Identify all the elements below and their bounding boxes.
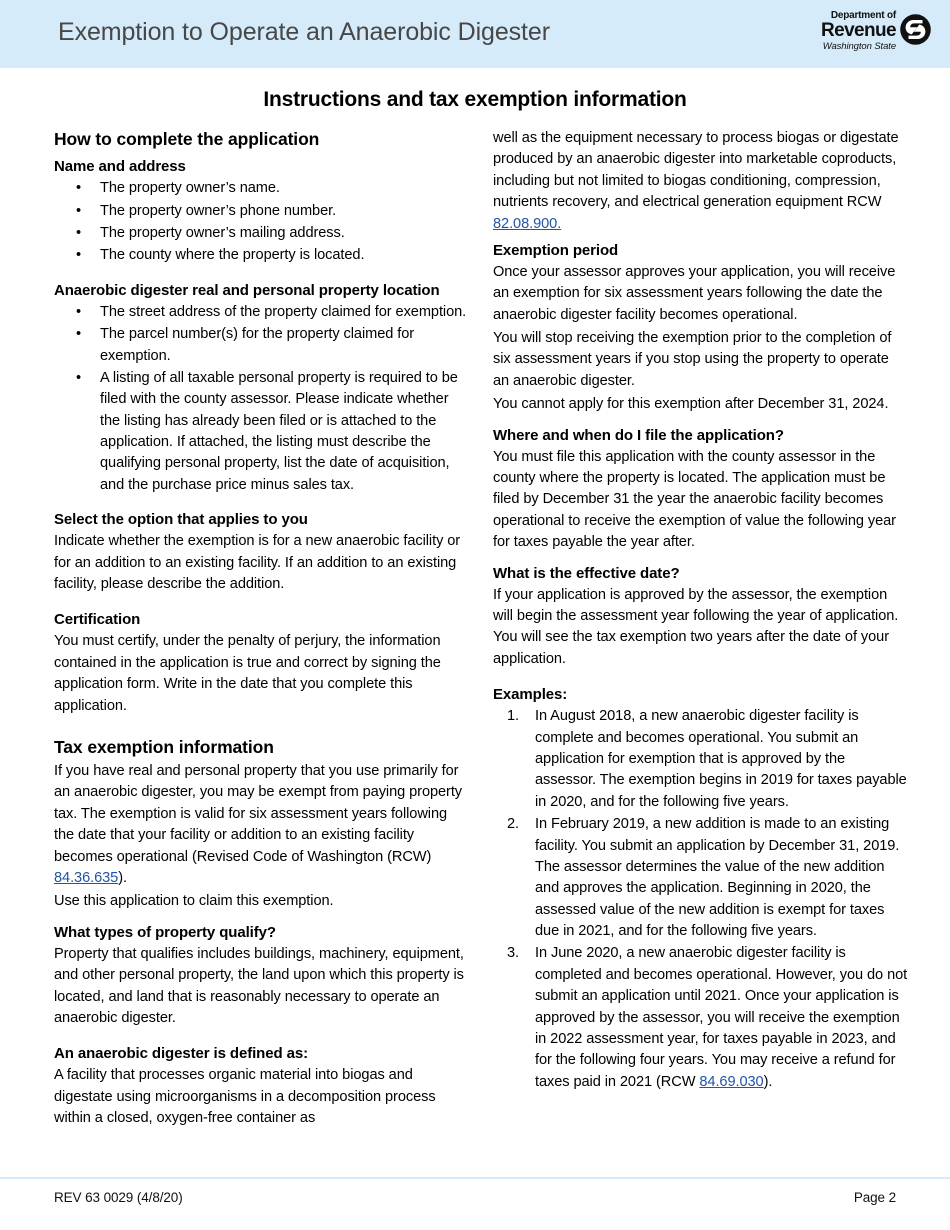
page-title: Instructions and tax exemption information xyxy=(263,88,687,111)
left-column xyxy=(54,128,469,1132)
tax-exemption-body-part2: ). xyxy=(118,869,127,886)
heading-how-to-complete: How to complete the application xyxy=(54,129,320,149)
list-item xyxy=(54,368,469,496)
property-location-bullet-list xyxy=(54,302,469,496)
tax-exemption-information-body xyxy=(54,761,469,889)
heading-exemption-period: Exemption period xyxy=(493,241,619,259)
definition-continued-part1: well as the equipment necessary to process biogas or digestate produced by an anaerobic digester into marketable coproducts, including but not limited to biogas conditioning, compression, nutrients recovery, and electrical generation equipment RCW xyxy=(493,130,899,211)
effective-date-body: If your application is approved by the assessor, the exemption will begin the assessment year following the year of application. You will see the tax exemption two years after the date of your application. xyxy=(493,586,899,667)
page-header-title: Exemption to Operate an Anaerobic Digester xyxy=(58,18,550,46)
exemption-period-line-1: Once your assessor approves your application, you will receive an exemption for six assessment years following the date the anaerobic digester facility becomes operational. xyxy=(493,263,896,323)
exemption-period-line-2: You will stop receiving the exemption prior to the completion of six assessment years if you stop using the property to operate an anaerobic digester. xyxy=(493,330,892,389)
where-and-when-file-body: You must file this application with the county assessor in the county where the property is located. The application must be filed by December 31 the year the anaerobic facility becomes operational to receive the exemption of value the following year for taxes payable the year after. xyxy=(493,448,896,551)
name-and-address-bullet-list xyxy=(54,178,469,267)
exemption-period-line-3: You cannot apply for this exemption after December 31, 2024. xyxy=(493,396,889,413)
list-item: • The property owner’s name. xyxy=(54,178,469,199)
dor-swoosh-icon xyxy=(899,13,932,46)
logo-wordmark xyxy=(821,11,896,52)
rcw-link-84-36-635[interactable]: 84.36.635 xyxy=(54,869,119,886)
definition-continued-body xyxy=(493,128,908,235)
list-item-continuation: and the purchase price minus sales tax. xyxy=(100,476,355,493)
example-3-part1: In June 2020, a new anaerobic digester facility is completed and becomes operational. However, you do not submit an application until 2021. Once your application is approved by the assessor, you will receive the exemption in 2022 assessment year, for taxes payable in 2023, and for the following four years. You may receive a refund for taxes paid in 2021 (RCW xyxy=(535,945,908,1090)
list-item: In February 2019, a new addition is made to an existing facility. You submit an application by December 31, 2019. The assessor determines the value of the new addition and approves the application. Beginning in 2020, the assessed value of the new addition is exempt for taxes due in 2021, and for the following five years. xyxy=(535,816,900,939)
department-of-revenue-logo xyxy=(807,11,932,61)
select-option-body: Indicate whether the exemption is for a new anaerobic facility or for an addition to an existing facility. If an addition to an existing facility, please describe the addition. xyxy=(54,533,461,592)
examples-numbered-list xyxy=(493,706,908,1093)
footer-form-number: REV 63 0029 (4/8/20) xyxy=(54,1190,183,1205)
heading-examples: Examples: xyxy=(493,686,568,704)
list-item: • The property owner’s mailing address. xyxy=(54,223,469,244)
heading-tax-exemption-information: Tax exemption information xyxy=(54,736,274,757)
rcw-link-82-08-900[interactable]: 82.08.900. xyxy=(493,215,562,232)
list-item xyxy=(493,943,908,1093)
rcw-link-84-69-030[interactable]: 84.69.030 xyxy=(699,1073,764,1090)
list-item: • The property owner’s phone number. xyxy=(54,201,469,222)
heading-digester-property-location: Anaerobic digester real and personal property location xyxy=(54,281,440,299)
right-column xyxy=(493,128,908,1094)
logo-revenue-text: Revenue xyxy=(820,20,896,41)
logo-washington-state-text: Washington State xyxy=(822,41,896,53)
example-3-part2: ). xyxy=(763,1073,773,1090)
list-item: In August 2018, a new anaerobic digester facility is complete and becomes operational. You submit an application for exemption that is approved by the assessor. The exemption begins in 2019 for taxes payable in 2020, and for the following five years. xyxy=(535,708,907,810)
list-item: • The street address of the property claimed for exemption. xyxy=(54,302,469,323)
footer-page-number: Page 2 xyxy=(853,1190,896,1205)
page-footer xyxy=(54,1190,896,1205)
heading-effective-date: What is the effective date? xyxy=(493,564,680,582)
heading-where-and-when-file: Where and when do I file the application? xyxy=(493,426,784,444)
tax-exemption-body-part1: If you have real and personal property that you use primarily for an anaerobic digester, you may be exempt from paying property tax. The exemption is valid for six assessment years following the date that your facility or addition to an existing facility becomes operational (Revised Code of Washington (RCW) xyxy=(54,763,463,865)
footer-divider xyxy=(0,1177,950,1179)
list-item-text: A listing of all taxable personal property is required to be filed with the county assessor. Please indicate whether the listing has already been filed or is attached to the application. If attached, the listing must describe the qualifying personal property, list the date of acquisition, xyxy=(100,369,458,472)
heading-property-qualify: What types of property qualify? xyxy=(54,923,276,941)
content-columns xyxy=(54,128,908,1132)
heading-digester-defined: An anaerobic digester is defined as: xyxy=(54,1045,308,1063)
heading-certification: Certification xyxy=(54,611,141,629)
list-item: • The county where the property is located. xyxy=(54,245,469,266)
certification-body: You must certify, under the penalty of perjury, the information contained in the application is true and correct by signing the application form. Write in the date that you complete this application. xyxy=(54,633,441,714)
heading-select-option: Select the option that applies to you xyxy=(54,511,308,529)
property-qualify-body: Property that qualifies includes buildings, machinery, equipment, and other personal property, the land upon which this property is located, and land that is reasonably necessary to operate an anaerobic digester. xyxy=(54,945,464,1026)
digester-defined-body: A facility that processes organic material into biogas and digestate using microorganisms in a decomposition process within a closed, oxygen-free container as xyxy=(54,1067,436,1127)
list-item: • The parcel number(s) for the property claimed for exemption. xyxy=(54,324,469,367)
use-this-application-line: Use this application to claim this exemption. xyxy=(54,893,334,910)
logo-department-of-text: Department of xyxy=(830,10,896,21)
heading-name-and-address: Name and address xyxy=(54,158,186,176)
